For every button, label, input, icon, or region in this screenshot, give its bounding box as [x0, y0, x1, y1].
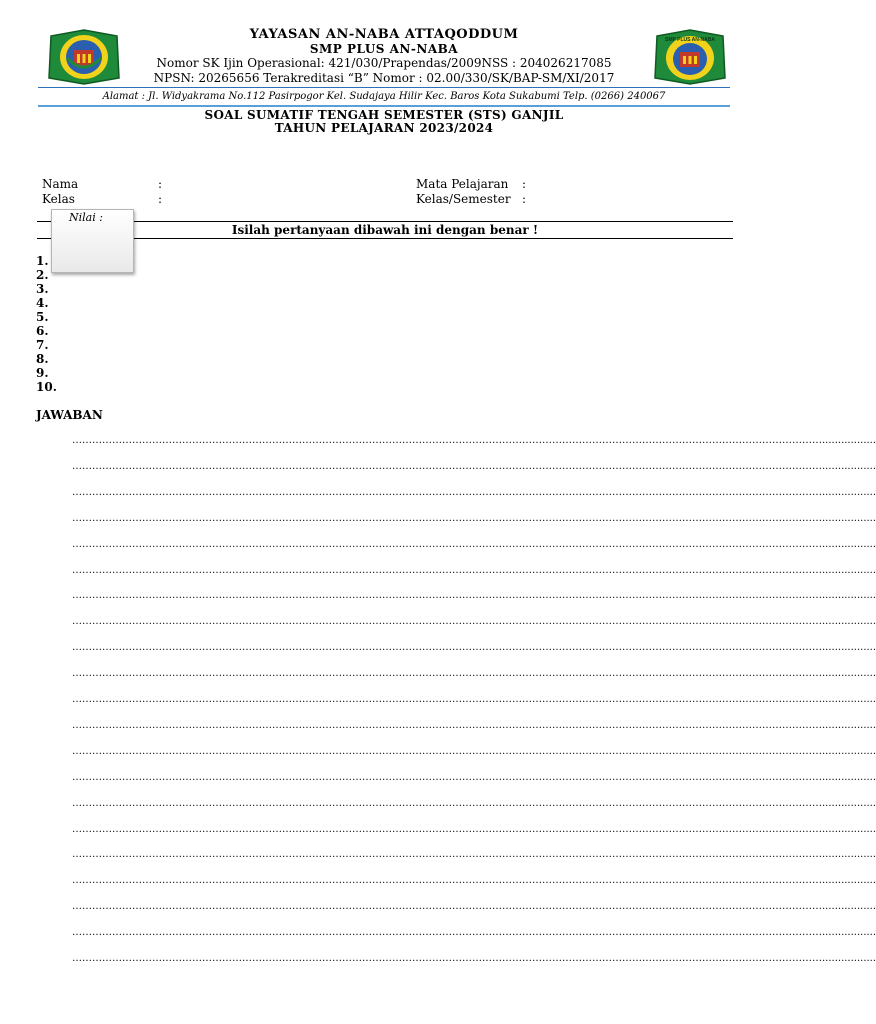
mapel-label: Mata Pelajaran — [416, 177, 509, 191]
question-number: 4. — [36, 296, 49, 310]
npsn-line: NPSN: 20265656 Terakreditasi “B” Nomor : 02.00/330/SK/BAP-SM/XI/2017 — [153, 71, 615, 85]
answer-line[interactable]: ………………………………………………………………………………………………………………………………………………………………………………………………………................. — [72, 901, 876, 912]
answer-line[interactable]: ………………………………………………………………………………………………………………………………………………………………………………………………………................. — [72, 565, 876, 576]
mapel-colon: : — [522, 177, 527, 191]
answer-line[interactable]: ………………………………………………………………………………………………………………………………………………………………………………………………………................. — [72, 642, 876, 653]
instruction-rule-bottom — [37, 238, 733, 239]
answer-line[interactable]: ………………………………………………………………………………………………………………………………………………………………………………………………………................. — [72, 927, 876, 938]
answer-line[interactable]: ………………………………………………………………………………………………………………………………………………………………………………………………………................. — [72, 487, 876, 498]
answer-line[interactable]: ………………………………………………………………………………………………………………………………………………………………………………………………………................. — [72, 746, 876, 757]
answer-line[interactable]: ………………………………………………………………………………………………………………………………………………………………………………………………………................. — [72, 435, 876, 446]
answer-line[interactable]: ………………………………………………………………………………………………………………………………………………………………………………………………………................. — [72, 513, 876, 524]
answer-line[interactable]: ………………………………………………………………………………………………………………………………………………………………………………………………………................. — [72, 798, 876, 809]
question-number: 1. — [36, 254, 49, 268]
answer-line[interactable]: ………………………………………………………………………………………………………………………………………………………………………………………………………................. — [72, 694, 876, 705]
answer-heading: JAWABAN — [36, 408, 103, 422]
kelas-semester-colon: : — [522, 192, 527, 206]
answer-line[interactable]: ………………………………………………………………………………………………………………………………………………………………………………………………………................. — [72, 668, 876, 679]
score-label: Nilai : — [69, 211, 103, 224]
question-number: 9. — [36, 366, 49, 380]
kelas-colon: : — [158, 192, 163, 206]
nama-colon: : — [158, 177, 163, 191]
header-rule-bottom — [38, 105, 730, 107]
question-number: 2. — [36, 268, 49, 282]
answer-line[interactable]: ………………………………………………………………………………………………………………………………………………………………………………………………………................. — [72, 720, 876, 731]
answer-line[interactable]: ………………………………………………………………………………………………………………………………………………………………………………………………………................. — [72, 616, 876, 627]
instruction-text: Isilah pertanyaan dibawah ini dengan benar ! — [231, 223, 539, 237]
answer-line[interactable]: ………………………………………………………………………………………………………………………………………………………………………………………………………................. — [72, 772, 876, 783]
answer-line[interactable]: ………………………………………………………………………………………………………………………………………………………………………………………………………................. — [72, 539, 876, 550]
logo-right-text: SMP PLUS AN-NABA — [664, 37, 716, 43]
answer-line[interactable]: ………………………………………………………………………………………………………………………………………………………………………………………………………................. — [72, 849, 876, 860]
question-number: 7. — [36, 338, 49, 352]
exam-title: SOAL SUMATIF TENGAH SEMESTER (STS) GANJIL — [204, 108, 564, 122]
answer-line[interactable]: ………………………………………………………………………………………………………………………………………………………………………………………………………................. — [72, 590, 876, 601]
nama-label: Nama — [42, 177, 79, 191]
answer-line[interactable]: ………………………………………………………………………………………………………………………………………………………………………………………………………................. — [72, 953, 876, 964]
foundation-name: YAYASAN AN-NABA ATTAQODDUM — [249, 27, 519, 42]
kelas-label: Kelas — [42, 192, 75, 206]
question-number: 6. — [36, 324, 49, 338]
question-number: 5. — [36, 310, 49, 324]
question-number: 3. — [36, 282, 49, 296]
answer-line[interactable]: ………………………………………………………………………………………………………………………………………………………………………………………………………................. — [72, 461, 876, 472]
answer-line[interactable]: ………………………………………………………………………………………………………………………………………………………………………………………………………................. — [72, 875, 876, 886]
sk-line: Nomor SK Ijin Operasional: 421/030/Prapendas/2009NSS : 204026217085 — [156, 56, 612, 70]
exam-year: TAHUN PELAJARAN 2023/2024 — [274, 121, 494, 135]
question-number: 10. — [36, 380, 57, 394]
answer-line[interactable]: ………………………………………………………………………………………………………………………………………………………………………………………………………................. — [72, 824, 876, 835]
instruction-rule-top — [37, 221, 733, 222]
school-name: SMP PLUS AN-NABA — [309, 42, 459, 56]
address-line: Alamat : Jl. Widyakrama No.112 Pasirpogor Kel. Sudajaya Hilir Kec. Baros Kota Sukabumi Telp. (0266) 240067 — [102, 91, 666, 102]
kelas-semester-label: Kelas/Semester — [416, 192, 511, 206]
question-number: 8. — [36, 352, 49, 366]
header-rule-top — [38, 87, 730, 88]
